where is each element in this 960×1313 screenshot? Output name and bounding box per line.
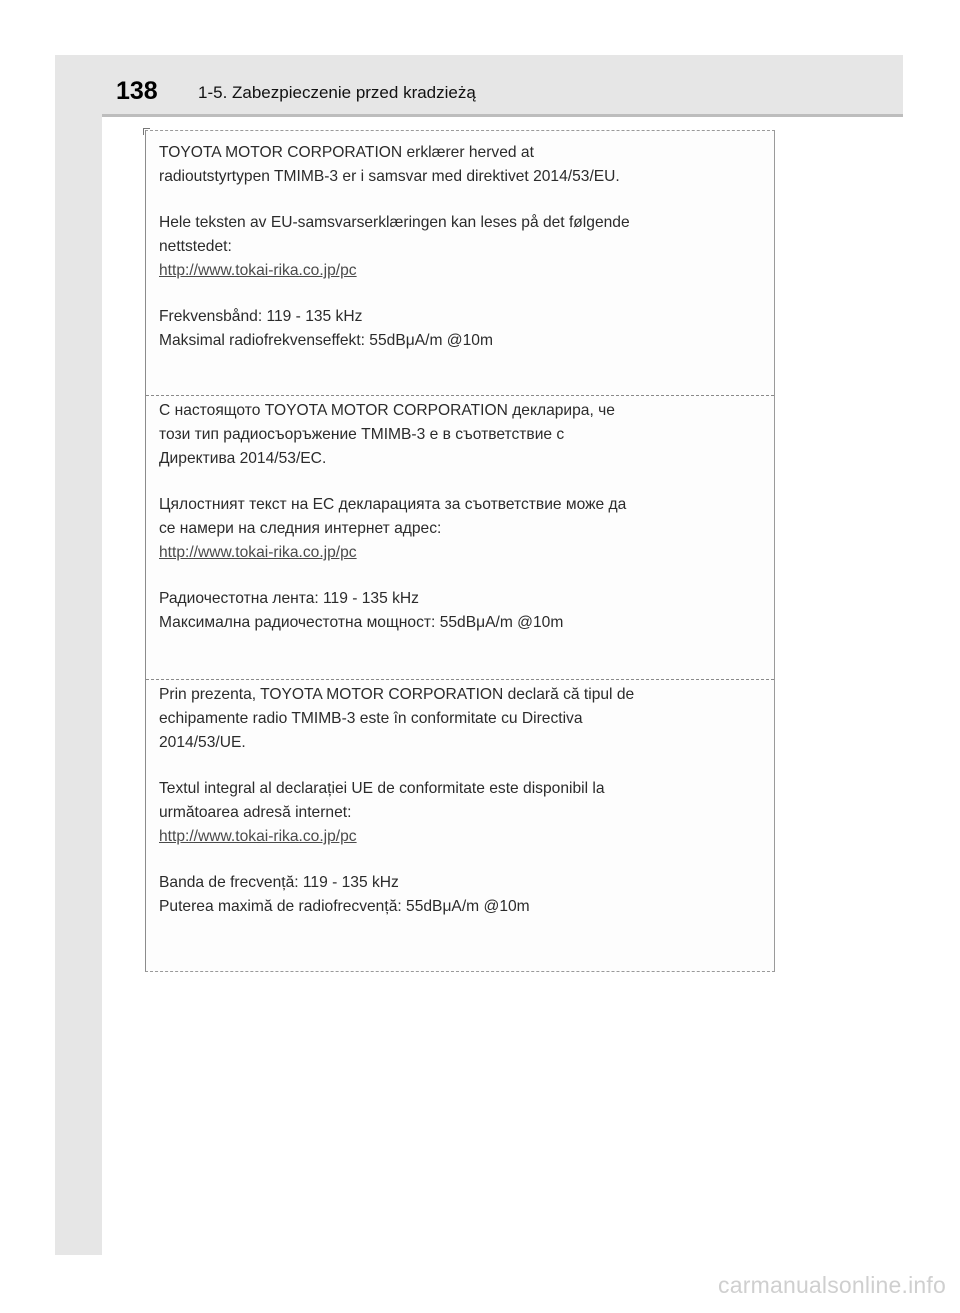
text-line: Hele teksten av EU-samsvarserklæringen kan leses på det følgende	[159, 214, 630, 231]
corner-mark	[143, 128, 150, 135]
declaration-scan	[145, 130, 775, 972]
declaration-block-bulgarian	[146, 399, 774, 635]
text-line: Textul integral al declarației UE de conformitate este disponibil la	[159, 780, 605, 797]
frequency-band: Frekvensbånd: 119 - 135 kHz	[159, 308, 363, 325]
intro-line: С настоящото TOYOTA MOTOR CORPORATION декларира, че	[159, 402, 615, 419]
section-divider	[146, 679, 774, 680]
declaration-block-norwegian	[146, 141, 774, 353]
page-number: 138	[116, 77, 158, 105]
intro-line: Prin prezenta, TOYOTA MOTOR CORPORATION declară că tipul de	[159, 686, 635, 703]
left-margin-strip	[55, 55, 102, 1255]
site-watermark: carmanualsonline.info	[718, 1272, 946, 1298]
declaration-link[interactable]: http://www.tokai-rika.co.jp/pc	[159, 262, 357, 279]
declaration-link[interactable]: http://www.tokai-rika.co.jp/pc	[159, 828, 357, 845]
section-divider	[146, 395, 774, 396]
max-power: Puterea maximă de radiofrecvență: 55dBμA/m @10m	[159, 898, 530, 915]
declaration-block-romanian	[146, 683, 774, 919]
intro-line: TOYOTA MOTOR CORPORATION erklærer herved at	[159, 144, 534, 161]
section-title: 1-5. Zabezpieczenie przed kradzieżą	[198, 83, 476, 102]
max-power: Максимална радиочестотна мощност: 55dBμA/m @10m	[159, 614, 564, 631]
frequency-band: Banda de frecvență: 119 - 135 kHz	[159, 874, 399, 891]
intro-line: този тип радиосъоръжение TMIMB-3 е в съответствие с	[159, 426, 565, 443]
text-line: Цялостният текст на ЕС декларацията за съответствие може да	[159, 496, 627, 513]
intro-line: echipamente radio TMIMB-3 este în conformitate cu Directiva	[159, 710, 583, 727]
intro-line: 2014/53/UE.	[159, 734, 246, 751]
frequency-band: Радиочестотна лента: 119 - 135 kHz	[159, 590, 419, 607]
declaration-link[interactable]: http://www.tokai-rika.co.jp/pc	[159, 544, 357, 561]
text-line: nettstedet:	[159, 238, 232, 255]
intro-line: radioutstyrtypen TMIMB-3 er i samsvar med direktivet 2014/53/EU.	[159, 168, 620, 185]
text-line: următoarea adresă internet:	[159, 804, 352, 821]
text-line: се намери на следния интернет адрес:	[159, 520, 442, 537]
intro-line: Директива 2014/53/ЕС.	[159, 450, 327, 467]
header-rule	[102, 114, 903, 117]
max-power: Maksimal radiofrekvenseffekt: 55dBμA/m @10m	[159, 332, 493, 349]
page-header	[55, 55, 903, 115]
